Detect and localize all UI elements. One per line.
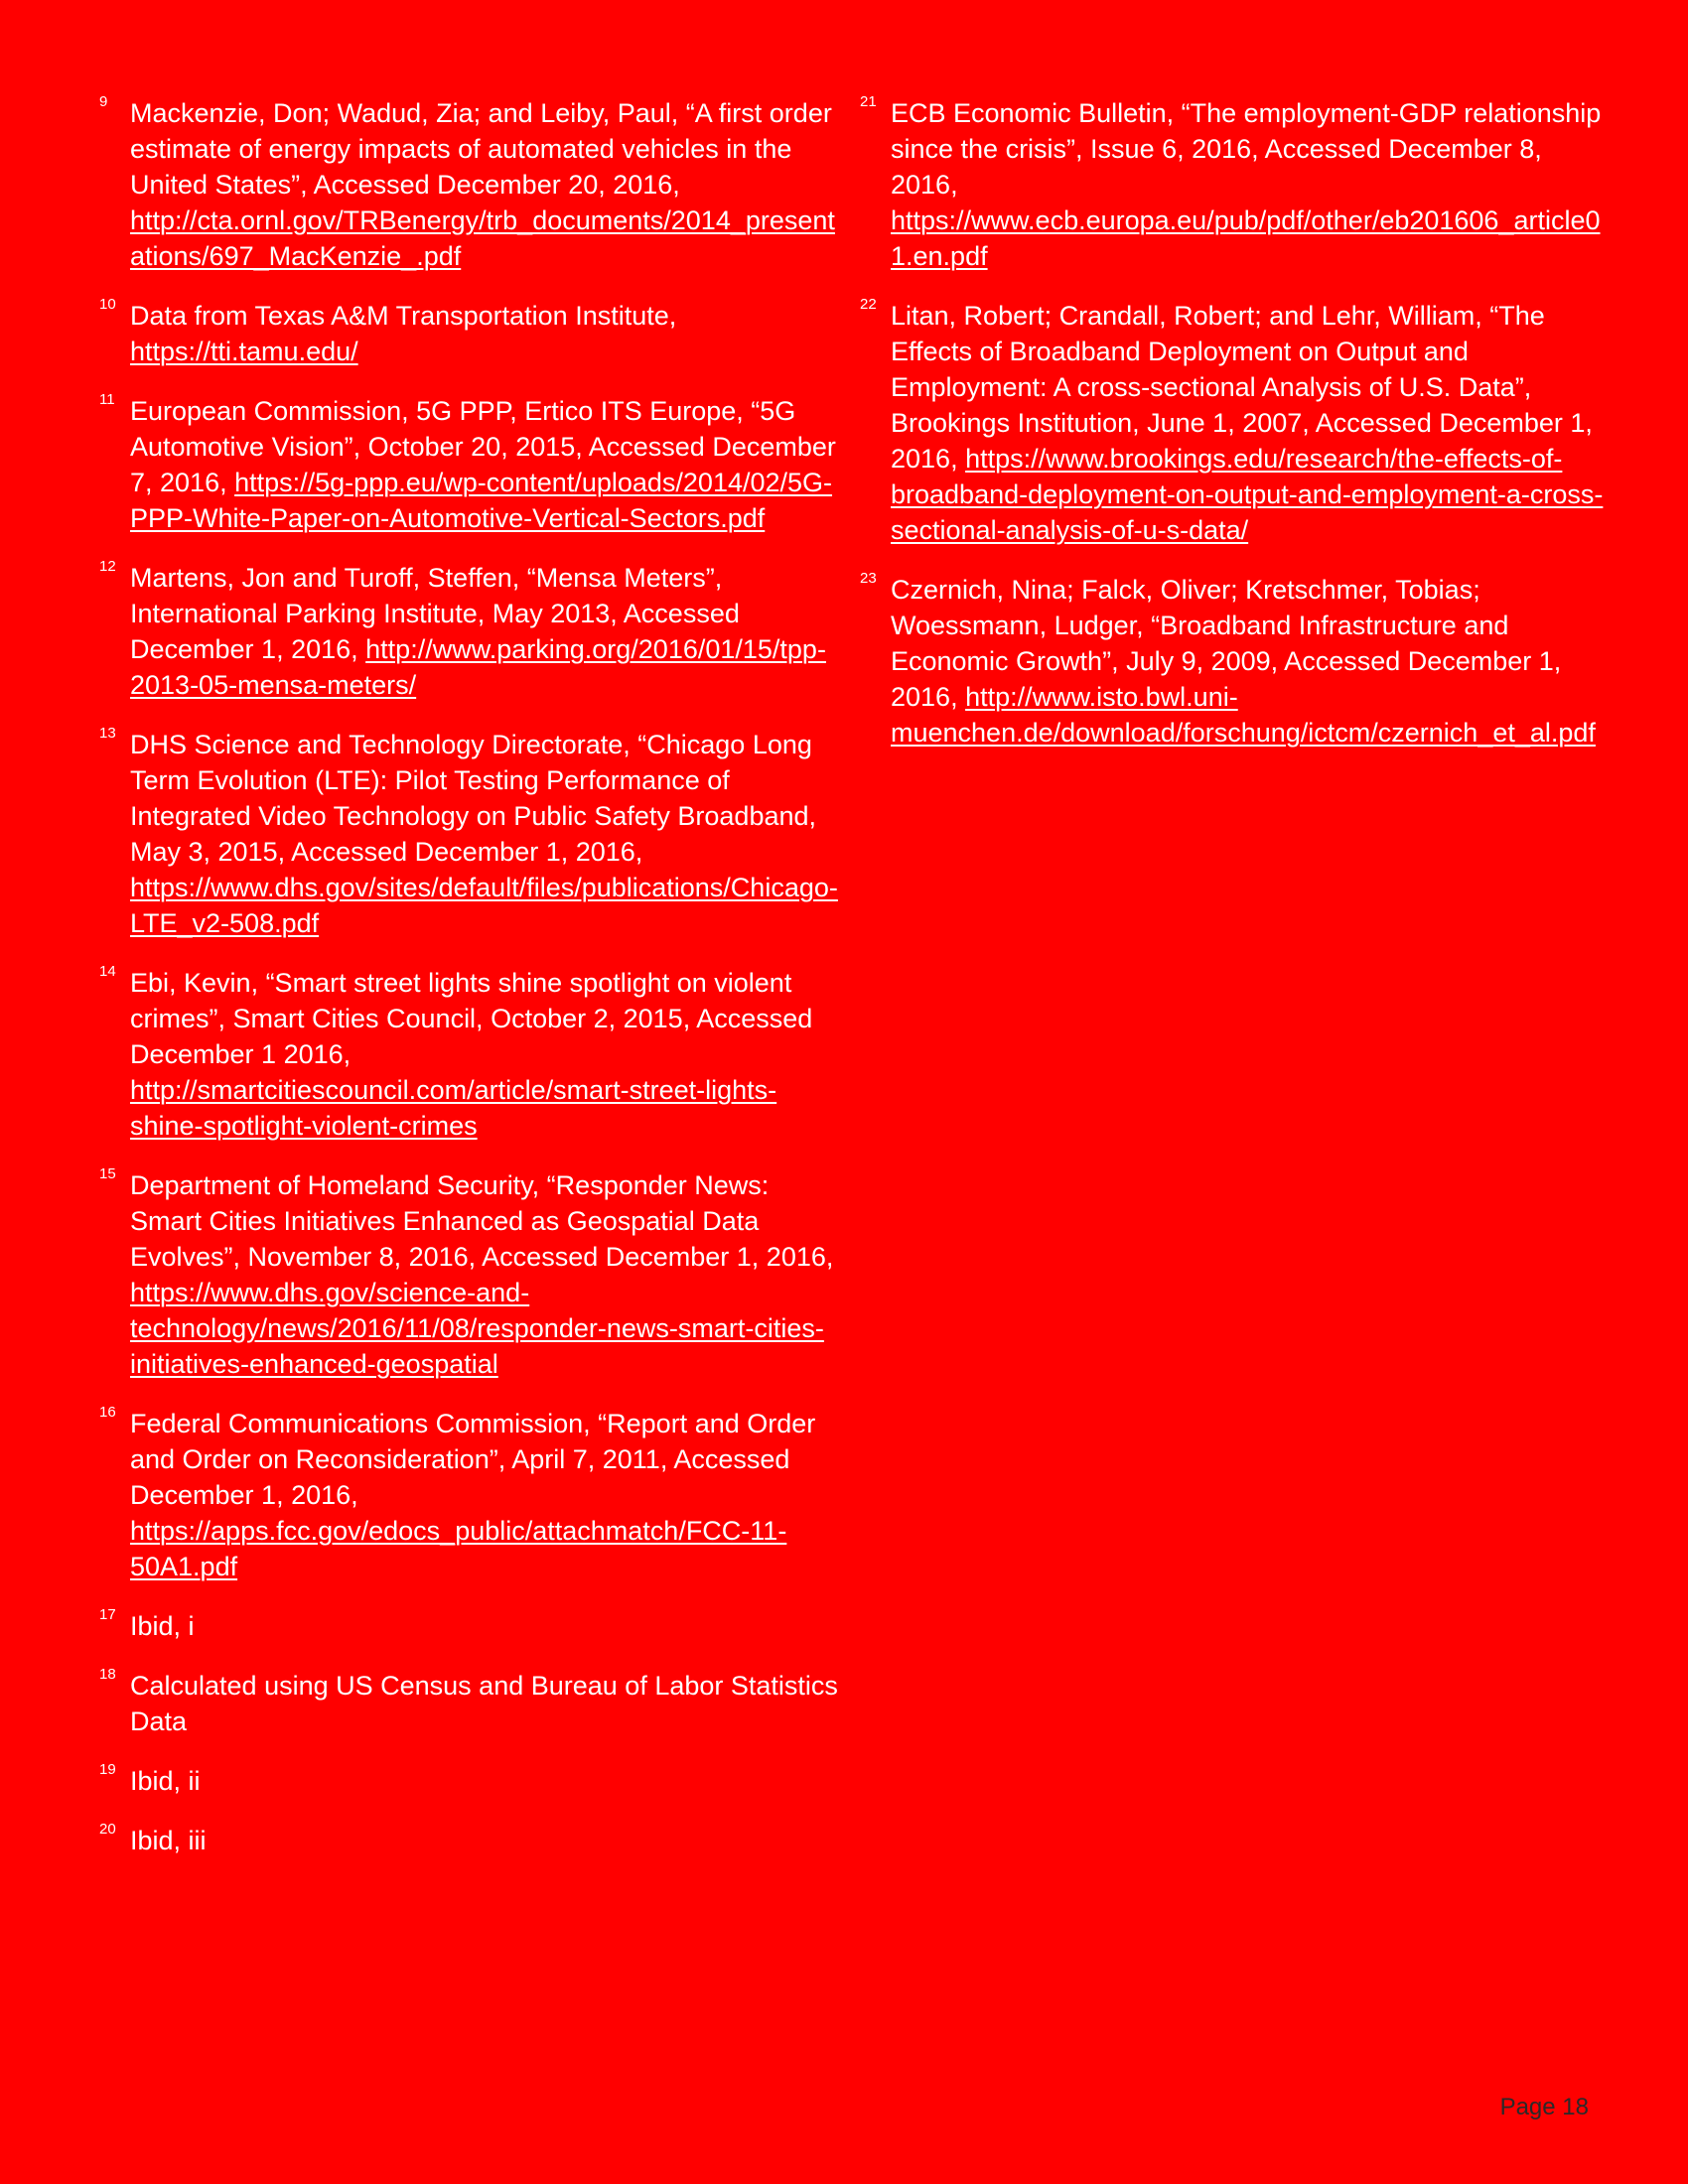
endnote-item (858, 572, 1613, 751)
endnote-text: ECB Economic Bulletin, “The employment-GDP relationship since the crisis”, Issue 6, 2016, Accessed December 8, 2016, (891, 98, 1602, 200)
endnote-item (97, 1823, 840, 1858)
endnote-number: 14 (99, 963, 116, 980)
endnote-text: Mackenzie, Don; Wadud, Zia; and Leiby, Paul, “A first order estimate of energy impacts of automated vehicles in the United States”, Accessed December 20, 2016, (130, 98, 832, 200)
endnote-number: 12 (99, 558, 116, 575)
endnote-body (130, 560, 840, 703)
endnote-body (130, 1608, 840, 1644)
endnote-body (130, 1823, 840, 1858)
endnote-body (130, 95, 840, 274)
endnote-item (97, 298, 840, 369)
endnote-body (130, 298, 840, 369)
endnote-text: DHS Science and Technology Directorate, “Chicago Long Term Evolution (LTE): Pilot Testing Performance of Integrated Video Technology on Public Safety Broadband, May 3, 2015, Accessed December 1, 2016, (130, 730, 817, 867)
endnote-text: Martens, Jon and Turoff, Steffen, “Mensa Meters”, International Parking Institute, May 2013, Accessed December 1, 2016, (130, 563, 740, 664)
endnote-text: Ibid, i (130, 1611, 195, 1641)
endnote-number: 15 (99, 1165, 116, 1182)
endnote-number: 21 (860, 93, 877, 110)
endnote-body (130, 727, 840, 941)
endnote-link[interactable]: https://apps.fcc.gov/edocs_public/attachmatch/FCC-11-50A1.pdf (130, 1516, 787, 1581)
endnote-link[interactable]: https://www.dhs.gov/science-and-technology/news/2016/11/08/responder-news-smart-cities-initiatives-enhanced-geospatial (130, 1278, 824, 1379)
endnote-number: 18 (99, 1666, 116, 1683)
endnote-item (97, 965, 840, 1144)
endnote-item (97, 1608, 840, 1644)
endnote-number: 23 (860, 570, 877, 587)
endnote-link[interactable]: https://5g-ppp.eu/wp-content/uploads/2014/02/5G-PPP-White-Paper-on-Automotive-Vertical-Sectors.pdf (130, 468, 833, 533)
endnote-body (891, 298, 1613, 548)
endnote-text: Department of Homeland Security, “Responder News: Smart Cities Initiatives Enhanced as Geospatial Data Evolves”, November 8, 2016, Accessed December 1, 2016, (130, 1170, 834, 1272)
right-notes-column (858, 95, 1613, 774)
endnote-link[interactable]: https://www.dhs.gov/sites/default/files/publications/Chicago-LTE_v2-508.pdf (130, 873, 838, 938)
endnote-body (130, 965, 840, 1144)
endnote-text: Ibid, iii (130, 1826, 207, 1855)
endnote-item (858, 298, 1613, 548)
endnote-link[interactable]: http://www.isto.bwl.uni-muenchen.de/download/forschung/ictcm/czernich_et_al.pdf (891, 682, 1596, 748)
endnote-number: 22 (860, 296, 877, 313)
endnote-body (891, 572, 1613, 751)
endnote-number: 17 (99, 1606, 116, 1623)
page-number: Page 18 (1499, 2094, 1589, 2120)
endnote-text: European Commission, 5G PPP, Ertico ITS Europe, “5G Automotive Vision”, October 20, 2015, Accessed December 7, 2016, (130, 396, 836, 497)
endnote-item (858, 95, 1613, 274)
endnote-link[interactable]: http://www.parking.org/2016/01/15/tpp-2013-05-mensa-meters/ (130, 634, 826, 700)
endnote-item (97, 95, 840, 274)
endnote-text: Czernich, Nina; Falck, Oliver; Kretschmer, Tobias; Woessmann, Ludger, “Broadband Infrastructure and Economic Growth”, July 9, 2009, Accessed December 1, 2016, (891, 575, 1562, 712)
endnote-number: 20 (99, 1821, 116, 1838)
endnote-link[interactable]: http://cta.ornl.gov/TRBenergy/trb_documents/2014_presentations/697_MacKenzie_.pdf (130, 205, 835, 271)
endnote-body (130, 1406, 840, 1584)
endnote-item (97, 1167, 840, 1382)
endnote-item (97, 1668, 840, 1739)
endnote-item (97, 1406, 840, 1584)
endnote-number: 11 (99, 391, 115, 408)
endnote-link[interactable]: https://www.brookings.edu/research/the-effects-of-broadband-deployment-on-output-and-employment-a-cross-sectional-analysis-of-u-s-data/ (891, 444, 1604, 545)
endnote-body (130, 1668, 840, 1739)
endnote-number: 19 (99, 1761, 116, 1778)
endnote-text: Calculated using US Census and Bureau of Labor Statistics Data (130, 1671, 838, 1736)
endnote-number: 13 (99, 725, 116, 742)
endnote-body (130, 393, 840, 536)
endnote-body (130, 1167, 840, 1382)
endnote-text: Ibid, ii (130, 1766, 201, 1796)
endnote-item (97, 1763, 840, 1799)
endnote-text: Ebi, Kevin, “Smart street lights shine spotlight on violent crimes”, Smart Cities Council, October 2, 2015, Accessed December 1 2016, (130, 968, 813, 1069)
endnote-number: 16 (99, 1404, 116, 1421)
endnote-body (891, 95, 1613, 274)
endnote-text: Litan, Robert; Crandall, Robert; and Lehr, William, “The Effects of Broadband Deployment on Output and Employment: A cross-sectional Analysis of U.S. Data”, Brookings Institution, June 1, 2007, Accessed December 1, 2016, (891, 301, 1593, 474)
endnote-body (130, 1763, 840, 1799)
endnote-link[interactable]: https://tti.tamu.edu/ (130, 337, 358, 366)
endnote-link[interactable]: http://smartcitiescouncil.com/article/smart-street-lights-shine-spotlight-violent-crimes (130, 1075, 777, 1141)
endnote-link[interactable]: https://www.ecb.europa.eu/pub/pdf/other/eb201606_article01.en.pdf (891, 205, 1601, 271)
endnote-item (97, 727, 840, 941)
left-notes-column (97, 95, 840, 1882)
endnote-number: 10 (99, 296, 116, 313)
endnote-text: Data from Texas A&M Transportation Institute, (130, 301, 677, 331)
endnote-text: Federal Communications Commission, “Report and Order and Order on Reconsideration”, April 7, 2011, Accessed December 1, 2016, (130, 1409, 816, 1510)
endnote-number: 9 (99, 93, 108, 110)
endnote-item (97, 393, 840, 536)
endnote-item (97, 560, 840, 703)
